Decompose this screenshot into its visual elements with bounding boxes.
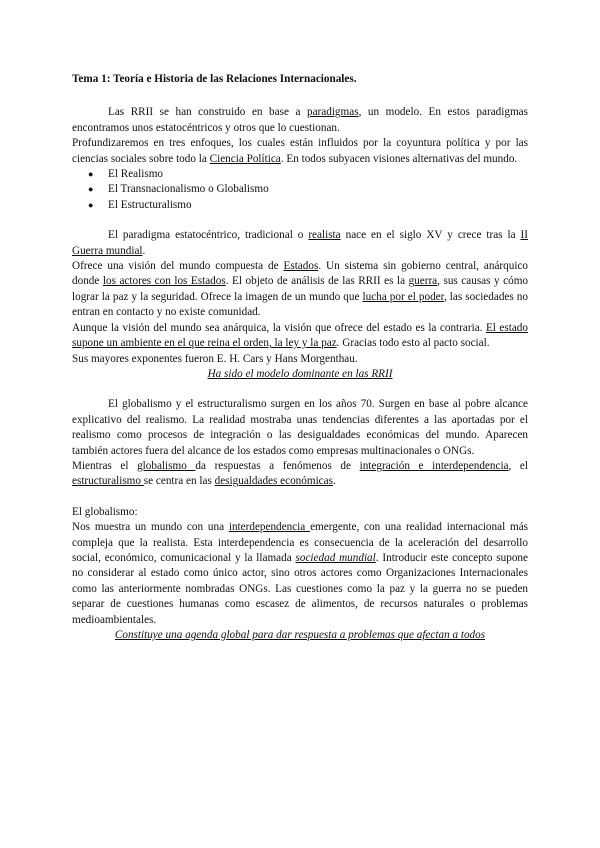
underlined-term: integración e interdependencia (359, 459, 509, 472)
underlined-term: estructuralismo (72, 475, 144, 488)
underlined-term: Ha sido el modelo dominante en las RRII (207, 367, 393, 380)
text-run: Mientras el (72, 459, 138, 472)
document-title: Tema 1: Teoría e Historia de las Relaciones Internacionales. (72, 73, 357, 85)
highlight-modelo-dominante (72, 367, 528, 382)
underlined-term: II Guerra mundial (72, 229, 528, 257)
underlined-term: interdependencia (228, 521, 311, 534)
underlined-term: paradigmas (306, 106, 359, 119)
text-run: Nos muestra un mundo con una (72, 521, 229, 534)
underlined-term: realista (308, 229, 341, 242)
paragraph-paradigma-realista (72, 228, 528, 259)
paragraph-exponentes: Sus mayores exponentes fueron E. H. Cars y Hans Morgenthau. (72, 352, 358, 365)
text-run: . (332, 475, 336, 488)
enfoques-list (72, 167, 528, 213)
paragraph-interdependencia (72, 520, 528, 628)
underlined-term: Constituye una agenda global para dar respuesta a problemas que afectan a todos (114, 629, 486, 641)
underlined-term: Estados (283, 260, 319, 273)
text-run: , un modelo. En estos paradigmas encontramos unos estatocéntricos y otros que lo cuestionan. (72, 106, 528, 134)
underlined-term: guerra (408, 275, 438, 288)
text-run: . Un sistema sin gobierno central, anárquico donde (72, 260, 529, 288)
section-heading-globalismo: El globalismo: (72, 505, 138, 518)
paragraph-vision-estados (72, 259, 528, 321)
text-run: Profundizaremos en tres enfoques, los cuales están influidos por la coyuntura política y por las ciencias sociales sobre todo la (72, 137, 528, 165)
text-run: , las sociedades no entran en contacto y no existe comunidad. (72, 290, 528, 319)
underlined-term: sociedad mundial (295, 551, 376, 564)
text-run: , el (508, 459, 529, 472)
text-run: se centra en las (143, 475, 215, 488)
list-item: ● El Realismo (108, 167, 528, 182)
paragraph-globalismo-estructuralismo: El globalismo y el estructuralismo surgen en los años 70. Surgen en base al pobre alcance explicativo del realismo. La realidad mostraba unas tendencias diferentes a las aportadas por el realismo como procesos de integración o las desigualdades económicas del mundo. Aparecen también actores fuera del alcance de los estados como empresas multinacionales o ONGs. (72, 398, 528, 457)
list-item: ● El Transnacionalismo o Globalismo (108, 182, 528, 197)
paragraph-vision-anarquica (72, 321, 528, 352)
underlined-term: globalismo (137, 459, 196, 472)
underlined-term: desigualdades económicas (214, 475, 333, 488)
text-run: . (142, 244, 146, 257)
underlined-term: Ciencia Política (209, 152, 281, 165)
text-run: da respuestas a fenómenos de (195, 459, 360, 472)
text-run: Las RRII se han construido en base a (108, 106, 307, 119)
underlined-term: El estado supone un ambiente en el que reina el orden, la ley y la paz (72, 321, 528, 350)
highlight-agenda-global (72, 628, 528, 643)
text-run: . En todos subyacen visiones alternativas del mundo. (280, 152, 518, 165)
underlined-term: lucha por el poder (362, 290, 444, 303)
underlined-term: los actores con los Estados (102, 275, 226, 288)
text-run: . Introducir este concepto supone no considerar al estado como único actor, sino otros actores como Organizaciones Internacionales como las anteriormente nombradas ONGs. Las cuestiones como la paz y la guerra no se pueden separar de cuestiones humanas como escasez de alimentos, de recursos naturales o problemas medioambientales. (72, 551, 528, 626)
paragraph-mientras (72, 459, 528, 490)
text-run: Aunque la visión del mundo sea anárquica, la visión que ofrece del estado es la contraria. (72, 321, 486, 334)
text-run: , sus causas y cómo lograr la paz y la seguridad. Ofrece la imagen de un mundo que (72, 275, 529, 303)
text-run: Ofrece una visión del mundo compuesta de (72, 260, 284, 273)
list-item: ● El Estructuralismo (108, 198, 528, 213)
paragraph-enfoques (72, 136, 528, 167)
text-run: nace en el siglo XV y crece tras la (340, 229, 521, 242)
text-run: . Gracias todo esto al pacto social. (336, 337, 490, 350)
text-run: . El objeto de análisis de las RRII es la (225, 275, 409, 288)
text-run: emergente, con una realidad internacional más compleja que la realista. Esta interdependencia es consecuencia de la aceleración del desarrollo social, económico, comunicacional y la llamada (72, 521, 529, 564)
paragraph-rrii-paradigmas (72, 105, 528, 136)
text-run: El paradigma estatocéntrico, tradicional o (108, 229, 309, 242)
